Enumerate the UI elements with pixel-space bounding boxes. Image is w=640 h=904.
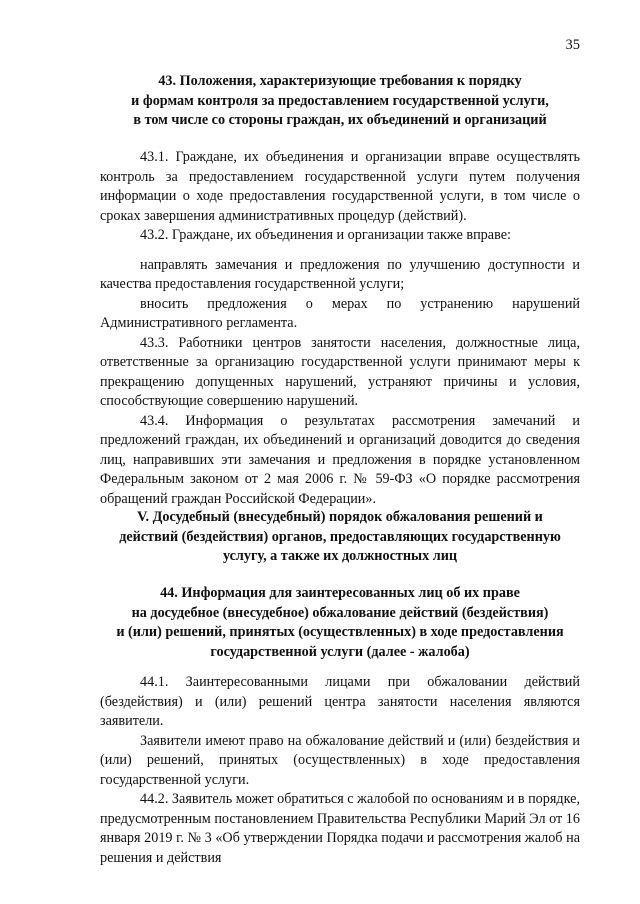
section-44-heading — [100, 584, 580, 662]
heading-line: на досудебное (внесудебное) обжалование действий (бездействия) — [131, 604, 549, 621]
paragraph-43-2: 43.2. Граждане, их объединения и организации также вправе: — [140, 227, 511, 243]
heading-line: и (или) решений, принятых (осуществленных) в ходе предоставления — [116, 624, 564, 640]
paragraph-43-2-item-1: направлять замечания и предложения по улучшению доступности и качества предоставления государственной услуги; — [100, 256, 580, 292]
heading-line: 44. Информация для заинтересованных лиц об их праве — [160, 585, 520, 601]
heading-line: действий (бездействия) органов, предоставляющих государственную — [119, 528, 561, 545]
section-44-body — [100, 673, 580, 868]
heading-line: услугу, а также их должностных лиц — [222, 548, 458, 564]
heading-line: государственной услуги (далее - жалоба) — [210, 643, 470, 660]
paragraph-43-3: 43.3. Работники центров занятости населения, должностные лица, ответственные за организацию государственной услуги принимают меры к прекращению допущенных нарушений, устраняют причины и условия, способствующие совершению нарушений. — [100, 334, 580, 409]
paragraph-43-2-item-2: вносить предложения о мерах по устранению нарушений Административного регламента. — [100, 295, 580, 331]
page-number: 35 — [565, 37, 580, 53]
heading-line: и формам контроля за предоставлением государственной услуги, — [131, 92, 549, 109]
heading-line: в том числе со стороны граждан, их объединений и организаций — [133, 112, 547, 128]
paragraph-43-1: 43.1. Граждане, их объединения и организации вправе осуществлять контроль за предоставлением государственной услуги путем получения информации о ходе предоставления государственной услуги, в том числе о сроках завершения административных процедур (действий). — [100, 149, 580, 224]
paragraph-44-2: 44.2. Заявитель может обратиться с жалобой по основаниям и в порядке, предусмотренным постановлением Правительства Республики Марий Эл от 16 января 2019 г. № 3 «Об утверждении Порядка подачи и рассмотрения жалоб на решения и действия — [100, 791, 580, 866]
heading-line: V. Досудебный (внесудебный) порядок обжалования решений и — [137, 509, 543, 525]
paragraph-43-4: 43.4. Информация о результатах рассмотрения замечаний и предложений граждан, их объединений и организаций доводится до сведения лиц, направивших эти замечания и предложения в порядке установленном Федеральным законом от 2 мая 2006 г. № 59-ФЗ «О порядке рассмотрения обращений граждан Российской Федерации». — [100, 412, 580, 507]
paragraph-44-1-cont: Заявители имеют право на обжалование действий и (или) бездействия и (или) решений, принятых (осуществленных) в ходе предоставления государственной услуги. — [100, 732, 580, 788]
heading-line: 43. Положения, характеризующие требования к порядку — [158, 73, 522, 89]
paragraph-44-1: 44.1. Заинтересованными лицами при обжаловании действий (бездействия) и (или) решений центра занятости населения являются заявители. — [100, 674, 580, 729]
section-43-heading — [100, 72, 580, 131]
section-43-body — [100, 148, 580, 509]
section-5-heading — [100, 508, 580, 567]
spacer — [100, 246, 580, 256]
